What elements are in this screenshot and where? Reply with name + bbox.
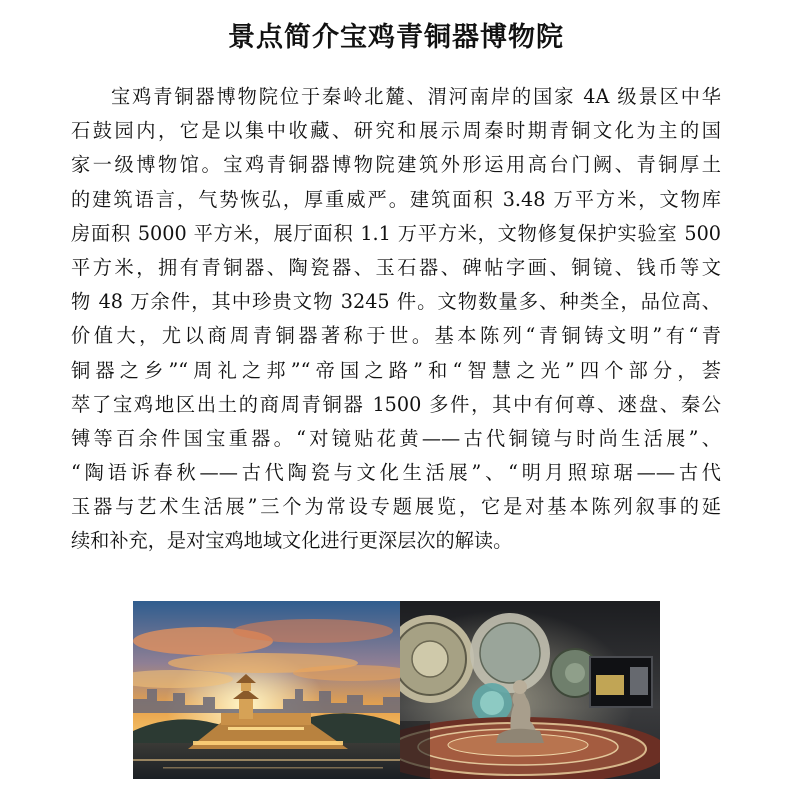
paragraph-line: 宝鸡青铜器博物院位于秦岭北麓、渭河南岸的国家 4A 级景区中华 [111, 85, 721, 108]
paragraph-line: 房面积 5000 平方米，展厅面积 1.1 万平方米，文物修复保护实验室 500 [71, 221, 721, 245]
paragraph-line: 镈等百余件国宝重器。“对镜贴花黄——古代铜镜与时尚生活展”、 [71, 426, 721, 450]
intro-paragraph [71, 80, 721, 559]
exhibition-hall-illustration [400, 601, 660, 779]
paragraph-line: 的建筑语言，气势恢弘，厚重威严。建筑面积 3.48 万平方米，文物库 [71, 187, 721, 211]
sunset-scene-illustration [133, 601, 400, 779]
paragraph-line: 萃了宝鸡地区出土的商周青铜器 1500 多件，其中有何尊、逨盘、秦公 [71, 392, 721, 416]
paragraph-line: 石鼓园内，它是以集中收藏、研究和展示周秦时期青铜文化为主的国 [71, 119, 721, 143]
photo-strip [133, 601, 660, 779]
page-title: 景点简介宝鸡青铜器博物院 [228, 22, 564, 53]
museum-exterior-photo [133, 601, 400, 779]
paragraph-line: 铜器之乡”“周礼之邦”“帝国之路”和“智慧之光”四个部分，荟 [71, 358, 721, 382]
paragraph-line: 物 48 万余件，其中珍贵文物 3245 件。文物数量多、种类全，品位高、 [71, 290, 721, 314]
paragraph-line: “陶语诉春秋——古代陶瓷与文化生活展”、“明月照琼琚——古代 [71, 461, 721, 485]
museum-interior-photo [400, 601, 660, 779]
paragraph-line: 续和补充，是对宝鸡地域文化进行更深层次的解读。 [71, 529, 513, 553]
paragraph-line: 价值大，尤以商周青铜器著称于世。基本陈列“青铜铸文明”有“青 [71, 324, 721, 348]
paragraph-line: 玉器与艺术生活展”三个为常设专题展览，它是对基本陈列叙事的延 [71, 495, 721, 519]
paragraph-line: 平方米，拥有青铜器、陶瓷器、玉石器、碑帖字画、铜镜、钱币等文 [71, 255, 721, 279]
paragraph-line: 家一级博物馆。宝鸡青铜器博物院建筑外形运用高台门阙、青铜厚土 [71, 153, 721, 177]
